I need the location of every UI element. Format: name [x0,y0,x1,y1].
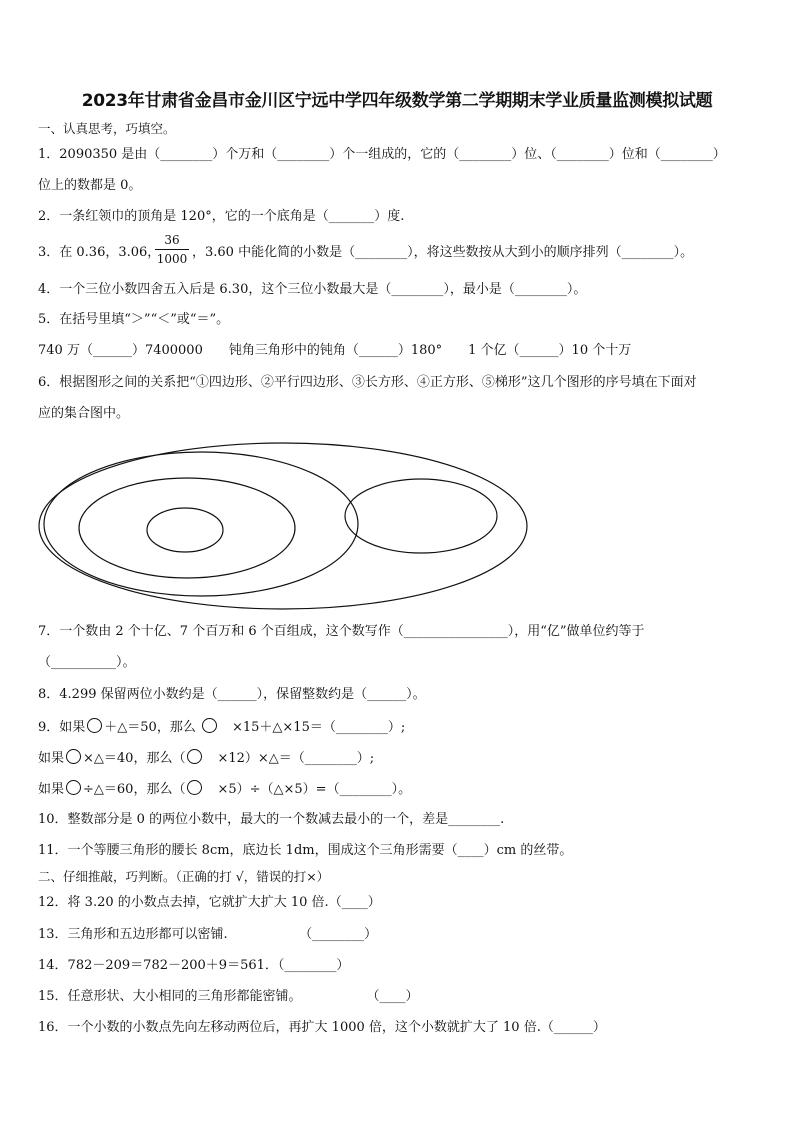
question-9-line-1 [38,718,405,736]
right-ellipse [345,479,497,553]
q9b-middle: ×△＝40，那么（ [83,751,186,766]
question-5: 5．在括号里填“＞”“＜”或“＝”。 [38,312,230,327]
page-title: 2023年甘肃省金昌市金川区宁远中学四年级数学第二学期期末学业质量监测模拟试题 [81,91,713,111]
question-15: 15．任意形状、大小相同的三角形都能密铺。 （____） [38,989,419,1004]
question-14: 14．782－209＝782－200＋9＝561．（________） [38,958,350,973]
section-2-heading: 二、仔细推敲，巧判断。（正确的打 √，错误的打×） [38,869,330,884]
section-1-heading: 一、认真思考，巧填空。 [38,121,176,136]
question-8: 8．4.299 保留两位小数约是（______），保留整数约是（______）。 [38,687,426,702]
question-2: 2．一条红领巾的顶角是 120°，它的一个底角是（_______）度. [38,209,405,224]
left-ellipse-small [147,508,223,552]
q9b-suffix: ×12）×△＝（________）; [217,751,375,766]
question-1-line-1: 1．2090350 是由（________）个万和（________）个一组成的，它的（________）位、（________）位和（________） [38,147,726,162]
question-9-line-3 [38,780,411,798]
question-11: 11．一个等腰三角形的腰长 8cm，底边长 1dm，围成这个三角形需要（____）cm 的丝带。 [38,843,573,858]
question-3-suffix: ，3.60 中能化简的小数是（________），将这些数按从大到小的顺序排列（________）。 [192,245,694,260]
q9c-prefix: 如果 [38,782,65,797]
left-ellipse-medium [79,478,295,578]
question-6-line-2: 应的集合图中。 [38,406,130,421]
question-3-prefix: 3．在 0.36，3.06， [38,245,161,260]
question-9-line-2 [38,749,374,767]
question-4: 4．一个三位小数四舍五入后是 6.30，这个三位小数最大是（________），最小是（________）。 [38,282,587,297]
circle-symbol [202,718,217,733]
question-12: 12．将 3.20 的小数点去掉，它就扩大扩大 10 倍.（____） [38,895,381,910]
question-7-line-2: （__________）。 [38,655,136,670]
q9c-middle: ÷△＝60，那么（ [83,782,186,797]
q9a-middle: ＋△＝50，那么 [104,720,196,735]
circle-symbol [187,749,202,764]
question-5-items: 740 万（______）7400000 钝角三角形中的钝角（______）180° 1 个亿（______）10 个十万 [38,343,632,358]
circle-symbol [66,749,81,764]
question-7-line-1: 7．一个数由 2 个十亿、7 个百万和 6 个百组成，这个数写作（________________），用“亿”做单位约等于 [38,624,645,639]
circle-symbol [66,780,81,795]
fraction-denominator: 1000 [156,252,188,266]
question-1-line-2: 位上的数都是 0。 [38,178,142,193]
question-6-line-1: 6．根据图形之间的关系把“①四边形、②平行四边形、③长方形、④正方形、⑤梯形”这几个图形的序号填在下面对 [38,375,697,390]
fraction-numerator: 36 [164,233,180,247]
circle-symbol [187,780,202,795]
left-ellipse-large [44,452,358,596]
q9a-suffix: ×15＋△×15＝（________）; [231,720,406,735]
q9b-prefix: 如果 [38,751,65,766]
q9c-suffix: ×5）÷（△×5）=（________）。 [217,782,412,797]
question-10: 10．整数部分是 0 的两位小数中，最大的一个数减去最小的一个，差是________. [38,812,505,827]
question-16: 16．一个小数的小数点先向左移动两位后，再扩大 1000 倍，这个小数就扩大了 10 倍.（______） [38,1020,606,1035]
question-13: 13．三角形和五边形都可以密铺. （________） [38,927,378,942]
q9a-prefix: 9．如果 [38,720,86,735]
circle-symbol [87,718,102,733]
